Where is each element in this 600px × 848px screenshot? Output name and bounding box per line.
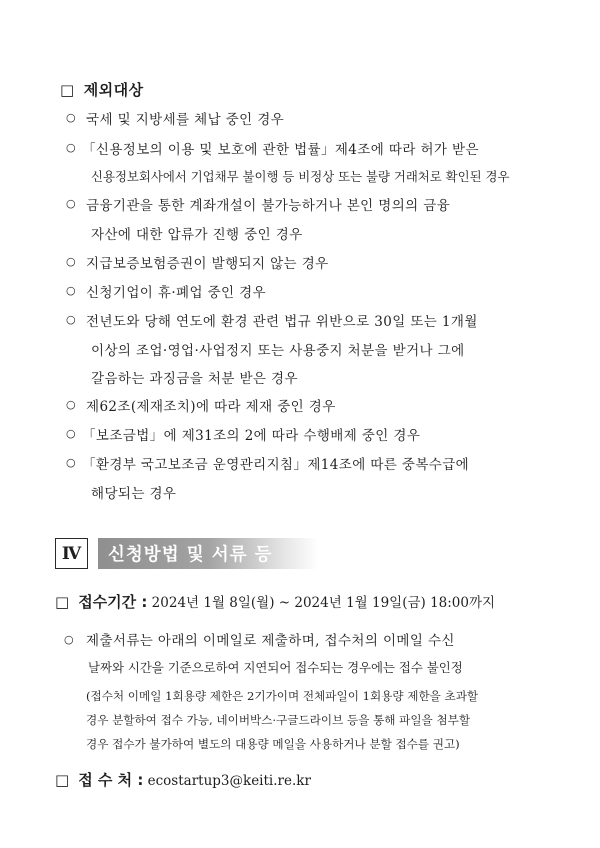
exclusion-item-text: 「환경부 국고보조금 운영관리지침」제14조에 따른 중복수급에: [82, 457, 470, 473]
bullet-circle-icon: ○: [66, 313, 76, 326]
exclusion-item-text: 금융기관을 통한 계좌개설이 불가능하거나 본인 명의의 금융: [86, 198, 451, 214]
exclusion-item-text: 「신용정보의 이용 및 보호에 관한 법률」제4조에 따라 허가 받은: [82, 142, 479, 158]
exclusion-item-text: 해당되는 경우: [91, 486, 177, 502]
exclusion-item-text: 전년도와 당해 연도에 환경 관련 법규 위반으로 30일 또는 1개월: [86, 314, 478, 330]
bullet-circle-icon: ○: [64, 633, 74, 646]
submission-text: 제출서류는 아래의 이메일로 제출하며, 접수처의 이메일 수신: [86, 633, 455, 649]
section-title: 신청방법 및 서류 등: [108, 545, 273, 565]
exclusion-item-text: 이상의 조업·영업·사업정지 또는 사용중지 처분을 받거나 그에: [91, 343, 465, 359]
receiver-line: [55, 769, 311, 790]
receiver-email: ecostartup3@keiti.re.kr: [147, 773, 311, 789]
exclusion-item-text: 제62조(제재조치)에 따라 제재 중인 경우: [86, 399, 336, 415]
checkbox-square-icon: □: [55, 771, 70, 789]
section-number: Ⅳ: [55, 538, 88, 569]
bullet-circle-icon: ○: [66, 456, 76, 469]
bullet-circle-icon: ○: [66, 284, 76, 297]
exclusion-item-text: 신청기업이 휴·폐업 중인 경우: [86, 285, 267, 301]
exclusion-item-text: 신용정보회사에서 기업채무 불이행 등 비정상 또는 불량 거래처로 확인된 경우: [91, 169, 510, 184]
bullet-circle-icon: ○: [66, 398, 76, 411]
exclusion-heading: [60, 79, 144, 100]
bullet-circle-icon: ○: [66, 111, 76, 124]
submission-note: 경우 접수가 불가하여 별도의 대용량 메일을 사용하거나 분할 접수를 권고): [86, 737, 460, 751]
bullet-circle-icon: ○: [66, 141, 76, 154]
exclusion-item-text: 지급보증보험증권이 발행되지 않는 경우: [86, 256, 329, 272]
period-label: 접수기간 :: [78, 593, 148, 611]
bullet-circle-icon: ○: [66, 427, 76, 440]
submission-note: 경우 분할하여 접수 가능, 네이버박스·구글드라이브 등을 통해 파일을 첨부할: [86, 713, 471, 727]
checkbox-square-icon: □: [60, 81, 75, 99]
submission-text: 날짜와 시간을 기준으로하여 지연되어 접수되는 경우에는 접수 불인정: [88, 660, 463, 675]
exclusion-item-text: 자산에 대한 압류가 진행 중인 경우: [91, 227, 303, 243]
submission-note: (접수처 이메일 1회용량 제한은 2기가이며 전체파일이 1회용량 제한을 초과할: [86, 689, 479, 703]
bullet-circle-icon: ○: [66, 197, 76, 210]
receiver-label: 접 수 처 :: [78, 771, 144, 789]
bullet-circle-icon: ○: [66, 255, 76, 268]
exclusion-item-text: 갈음하는 과징금을 처분 받은 경우: [91, 371, 298, 387]
exclusion-title: 제외대상: [83, 81, 144, 99]
period-line: [55, 591, 495, 612]
period-value: 2024년 1월 8일(월) ~ 2024년 1월 19일(금) 18:00까지: [151, 595, 496, 611]
checkbox-square-icon: □: [55, 593, 70, 611]
exclusion-item-text: 「보조금법」에 제31조의 2에 따라 수행배제 중인 경우: [82, 428, 421, 444]
exclusion-item-text: 국세 및 지방세를 체납 중인 경우: [86, 112, 285, 128]
